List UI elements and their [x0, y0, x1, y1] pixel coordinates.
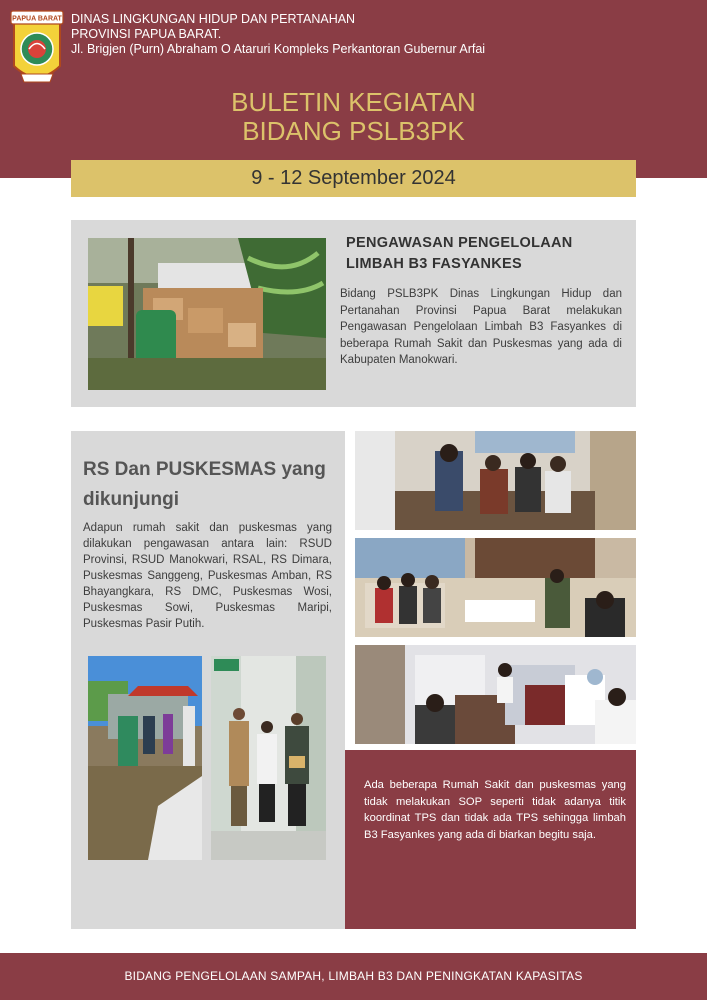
logo-text: PAPUA BARAT	[12, 15, 62, 23]
meeting-photo-1	[355, 431, 636, 530]
meeting-photo-3	[355, 645, 636, 744]
bulletin-title-line2: BIDANG PSLB3PK	[242, 116, 465, 146]
org-province: PROVINSI PAPUA BARAT.	[71, 27, 222, 41]
section-supervision-heading: PENGAWASAN PENGELOLAAN LIMBAH B3 FASYANKES	[346, 235, 573, 272]
section-supervision-text: Bidang PSLB3PK Dinas Lingkungan Hidup dan Pertanahan Provinsi Papua Barat melakukan Pengawasan Pengelolaan Limbah B3 Fasyankes di beberapa Rumah Sakit dan Puskesmas yang ada di Kabupaten Manokwari.	[340, 288, 622, 366]
org-address: Jl. Brigjen (Purn) Abraham O Ataruri Kompleks Perkantoran Gubernur Arfai	[71, 42, 486, 56]
waste-pile-photo	[88, 238, 326, 390]
section-visited-heading: RS Dan PUSKESMAS yang dikunjungi	[83, 459, 326, 510]
papua-barat-emblem	[10, 8, 64, 92]
meeting-photo-2	[355, 538, 636, 637]
bulletin-title	[0, 88, 707, 146]
org-name: DINAS LINGKUNGAN HIDUP DAN PERTANAHAN	[71, 12, 356, 26]
field-inspection-photo	[88, 656, 202, 860]
section-visited-text: Adapun rumah sakit dan puskesmas yang dilakukan pengawasan antara lain: RSUD Provinsi, RSUD Manokwari, RSAL, RS Dimara, Puskesmas Sanggeng, Puskesmas Amban, RS Bhayangkara, RS DMC, Puskesmas Wosi, Puskesmas Sowi, Puskesmas Maripi, Puskesmas Pasir Putih.	[83, 522, 332, 630]
bulletin-title-line1: BULETIN KEGIATAN	[231, 87, 476, 117]
footer-division-name: BIDANG PENGELOLAAN SAMPAH, LIMBAH B3 DAN PENINGKATAN KAPASITAS	[0, 953, 707, 1000]
organization-block	[71, 12, 485, 57]
date-banner: 9 - 12 September 2024	[71, 160, 636, 197]
group-photo-hospital	[211, 656, 326, 860]
section-findings-text: Ada beberapa Rumah Sakit dan puskesmas yang tidak melakukan SOP seperti tidak adanya titik koordinat TPS dan tidak ada TPS sehingga limbah B3 Fasyankes yang ada di biarkan begitu saja.	[364, 779, 626, 841]
